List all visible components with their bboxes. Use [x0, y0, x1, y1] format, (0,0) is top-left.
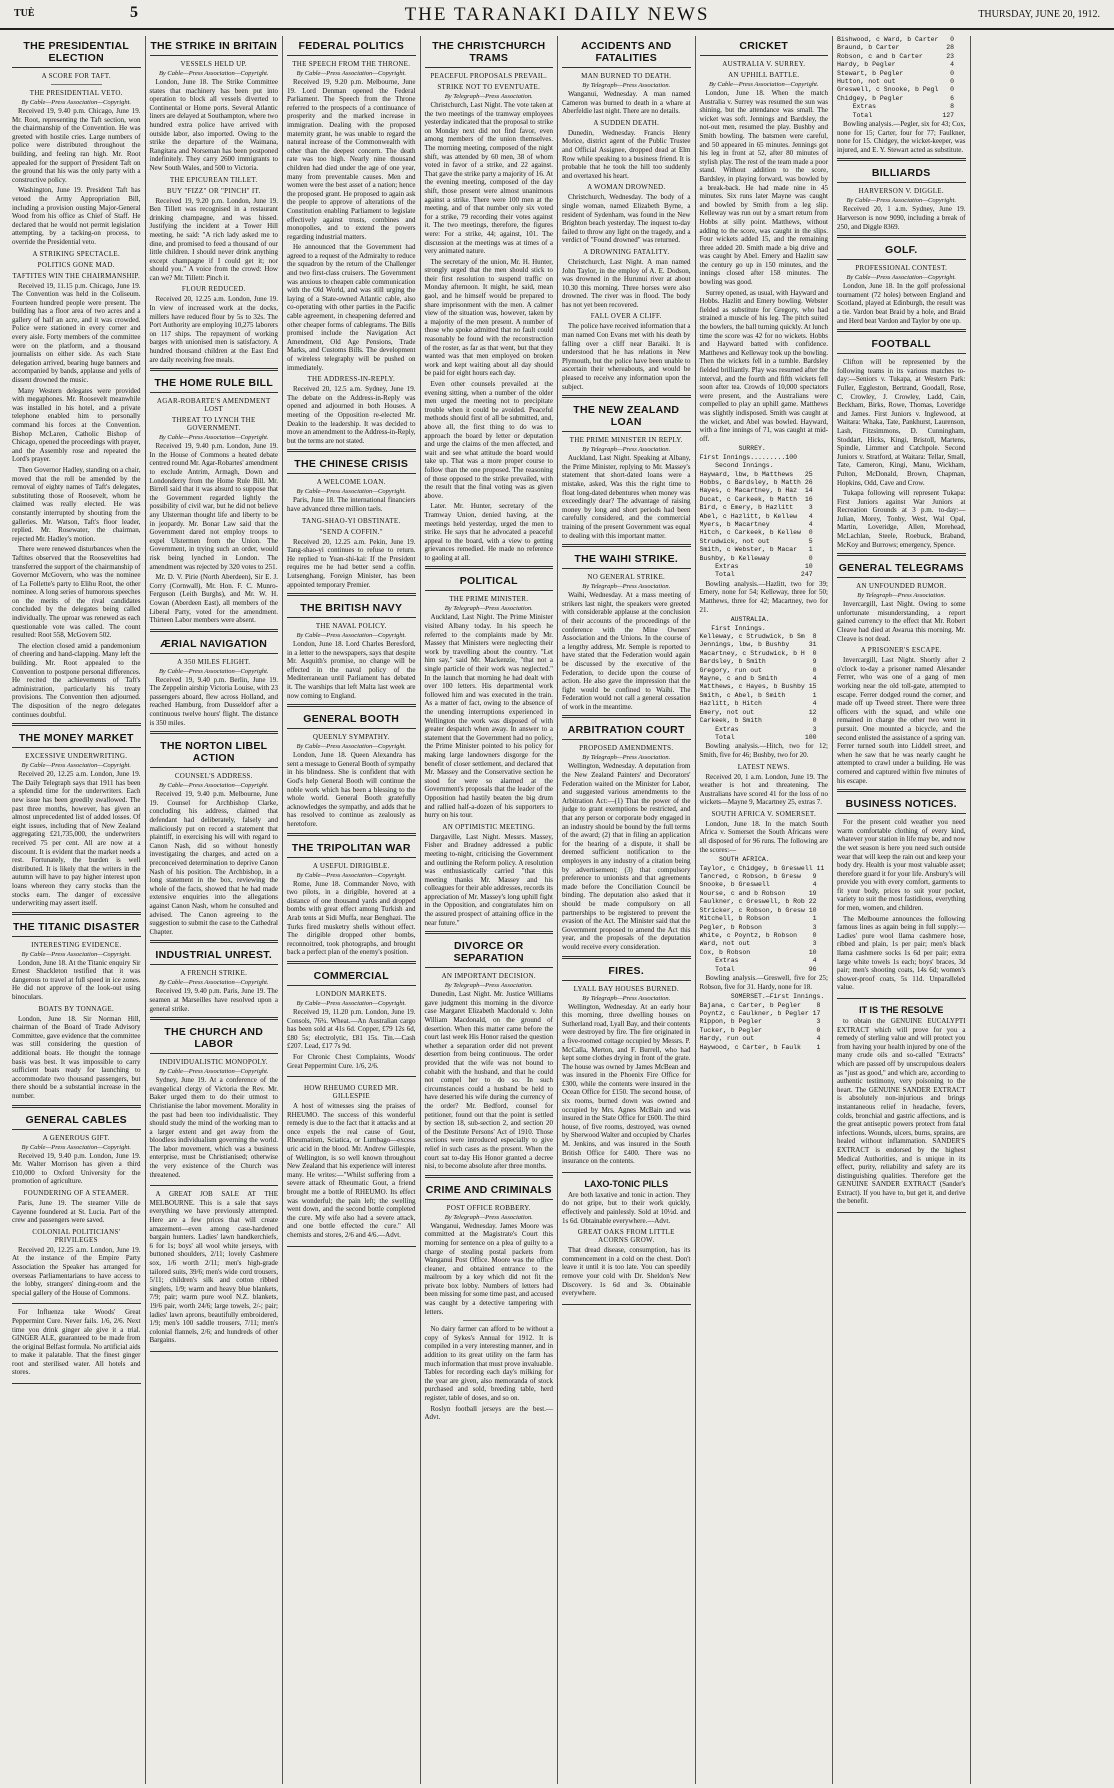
- headline: ACCIDENTS AND FATALITIES: [562, 38, 691, 68]
- article-text: The police have received information that a man named Con Evans met with his death by falling over a cliff near Baraiki. It is understood that he has relations in New Plymouth, but the police have been unable to ascertain their whereabouts, and would be pleased to receive any information upon the subject.: [562, 322, 691, 391]
- headline: THE HOME RULE BILL: [150, 375, 279, 393]
- article-text: Then Governor Hadley, standing on a chair, moved that the roll be amended by the removal of eighty names of Taft's delegates, substituting those of Roosevelt, whom he claimed was really elected. He was constantly interrupted by shouting from the galleries. Mr. Watson, Taft's floor leader, replied. Mr. Rosewater, the chairman, rejected Mr. Hadley's motion.: [12, 465, 141, 543]
- headline: THE NEW ZEALAND LOAN: [562, 402, 691, 432]
- subheading: A SCORE FOR TAFT.: [41, 72, 111, 80]
- article-text: Invercargill, Last Night. Owing to some unfortunate misunderstanding, a report gained currency to the effect that Mr. Robert Cleave had died at Awarua this morning. Mr. Cleave is not dead.: [837, 600, 966, 643]
- wire-credit: By Cable—Press Association—Copyright.: [158, 979, 269, 987]
- divider: [837, 553, 966, 556]
- divider: [12, 723, 141, 726]
- headline: THE CHRISTCHURCH TRAMS: [425, 38, 554, 68]
- article-text: Surrey opened, as usual, with Hayward and Hobbs. Hazlitt and Emery bowling. Webster fielded as substitute for Gregory, who had strained a muscle of his leg. The pitch suited the bowlers, the ball turning quickly. At lunch time the score was 42 for no wickets. Hobbs and Hayward batted with confidence. Matthews and Kelleway took up the bowling. Then the wickets fell in a tumble. Bardsley fielded brilliantly. Play was resumed after the interval, and the fourth and fifth wickets fell soon after tea. Crowds of 10,000 spectators were present, and the Australians were compelled to play an uphill game. Matthews was slightly indisposed. Smith was caught at the wicket, and Abel was bowled. Hayward, with a fine innings of 71, was caught at mid-off.: [699, 288, 828, 443]
- article-text: Rome, June 18. Commander Novo, with two pilots, in a dirigible, hovered at a distance of one thousand yards and dropped bombs with great effect among Turkish and Arab tents at Sidi Muffa, near Benghazi. The Turks fired musketry shells without effect. The dirigible dropped other bombs, reconnoitred, took photographs, and brought back a perfect plan of the enemy's position.: [287, 879, 416, 957]
- subheading: NO GENERAL STRIKE.: [587, 573, 666, 582]
- article-text: Dargaville, Last Night. Messrs. Massey, Fisher and Bradney addressed a public meeting to-night, criticising the Government and outlining the Reform policy. A resolution was enthusiastically carried "that this meeting thanks Mr. Massey and his colleagues for their able addresses, records its appreciation of Mr. Massey's long uphill fight in the Opposition, and congratulates him on the assured prospect of attaining office in the near future.": [424, 832, 553, 927]
- wire-credit: By Cable—Press Association—Copyright.: [158, 667, 269, 675]
- column-3: [283, 36, 421, 1784]
- page-number: 5: [130, 4, 138, 21]
- article-text: The election closed amid a pandemonium of cheering and hand-clapping. Many left the building. Mr. Root appealed to the Convention to postpone personal differences. He recited the achievements of Taft's administration, particularly his treaty provisions. The Convention then adjourned. The disposition of the negro delegates continues doubtful.: [12, 641, 141, 719]
- scorecard-somerset-continued: Bishwood, c Ward, b Carter 0 Braund, b Carter 28 Robson, c and b Carter 23 Hardy, b Pegler 4 Stewart, b Pegler 0 Hutton, not out 0 Greswell, c Snooke, b Pegl 0 Chidgey, b Pegler 6 Extras 8 Total 127: [837, 36, 955, 119]
- article-text: London, June 18. Sir Norman Hill, chairman of the Board of Trade Advisory Committee, gave evidence that the committee was still considering the question of additional boats. He thought the tonnage basis was best. It was impossible to carry sufficient boats ready for launching to accommodate two thousand passengers, but there should be a substantial increase in the number.: [12, 1014, 141, 1100]
- wire-credit: By Telegraph—Press Association.: [857, 592, 946, 600]
- article-text: London, June 18. When the match Australia v. Surrey was resumed the sun was shining, but the attendance was small. The wicket was soft. Jennings and Bardsley, the not-out men, resumed the play. Bushby and Smith bowling. The batsmen were careful, and 50 appeared in 65 minutes. Jennings got his leg in front at 52, after 80 minutes of stylish play. The rest of the team made a poor stand. Without addition to the score, Bardsley, in playing forward, was bowled by a break-back. He had made nine in 45 minutes. Six runs later Mayne was caught and bowled by Smith from a leg slip. Kelleway was run out by a smart return from Hobbs at silly point. Matthews, without adding to the score, was caught in the slips. Four wickets added 15, and the remaining three added 20. Smith made a big drive and was caught by Abel. Emery and Hazlitt saw the century go up in 150 minutes, and the innings closed after 158 minutes. The bowling was good.: [699, 89, 828, 287]
- advertisement-text: to obtain the GENUINE EUCALYPTI EXTRACT which will prove for you a remedy of sterling value and will protect you from having your health injured by one of the many crude oils and so-called "Extracts" which are passed off by unscrupulous dealers as "just as good," and which are, according to authentic testimony, very poisoning to the heart. The GENUINE SANDER EXTRACT is absolutely non-injurious and brings instantaneous relief in headache, fevers, colds, bronchial and gastric affections, and is the great antiseptic powers protect from fatal infections. Wounds, ulcers, burns, sprains, are healed without inflammation. SANDER'S EXTRACT is endorsed by the highest Medical Authorities, and is unique in its effect, purity, reliability and safety are its distinguishing qualities. Therefore get the GENUINE SANDER EXTRACT (Sander's Extract). If you have to, but get it, and derive the benefit.: [837, 1017, 966, 1206]
- subheading: A WOMAN DROWNED.: [587, 183, 666, 192]
- advertisement-text: The Melbourne announces the following famous lines as again being in full supply:—Ladies' pure wool llama cashmere hose, ribbed and plain, 1s per pair; men's black llama cashmere socks 1s 6d per pair; extra large white towels 1s each; boys' braces, 3d pair; men's shooting coats, 14s 6d; women's shower-proof coats, 5s 11d. Unparalleled value.: [837, 914, 966, 992]
- divider: [425, 566, 554, 569]
- wire-credit: By Cable—Press Association—Copyright.: [21, 950, 132, 958]
- scorecard-somerset: SOMERSET.—First Innings. Bajana, c Carter, b Pegler 8 Poyntz, c Faulkner, b Pegler 17 Rippon, b Pegler 3 Tucker, b Pegler 0 Hardy, run out 4 Haywood, c Carter, b Faulk 1: [699, 993, 825, 1051]
- article-text: London, June 18. Queen Alexandra has sent a message to General Booth of sympathy in his blindness. She is confident that with God's help General Booth will continue the noble work which has been a blessing to the whole world. General Booth gratefully acknowledges the sympathy, and adds that he has resolved to continue as zealously as heretofore.: [287, 751, 416, 828]
- headline: ARBITRATION COURT: [562, 722, 691, 740]
- article-text: Even other counsels prevailed at the evening sitting, when a number of the older men urged the meeting not to precipitate trouble when it could be avoided. Peaceful methods should first of all be submitted, and, above all, the first thing to do was to approach the board by letter or deputation and urge the claims of the men affected, and wait and see what attitude the board would take up. That was a more proper course to follow than the one proposed. The reasoning of those opposed to the strike prevailed, with the result that the final voting was as given above.: [424, 380, 553, 500]
- wire-credit: By Cable—Press Association—Copyright.: [21, 99, 132, 106]
- wire-credit: By Telegraph—Press Association.: [444, 982, 533, 990]
- divider: [150, 1017, 279, 1020]
- subheading: FOUNDERING OF A STEAMER.: [23, 1188, 130, 1197]
- subheading: COUNSEL'S ADDRESS.: [174, 772, 253, 781]
- article-text: London, June 18. In the golf professional tournament (72 holes) between England and Scotland, played at Edinburgh, the result was a tie. Vardon beat Braid by a hole, and Braid and Herd beat Vardon and Taylor by one up.: [837, 282, 966, 325]
- advertisement-text: For the present cold weather you need warm comfortable clothing of every kind, whatever your station in life may be, and now the wet season is here you need such outside wear that will keep the rain out and keep your body dry. Health is your most valuable asset; therefore guard it for your life. Ansbury's will provide you with every comfort, garments to fit your body, prices to suit your pocket, variety to suit the most fastidious, everything for men, women, and children.: [837, 818, 966, 913]
- subheading: LONDON MARKETS.: [315, 989, 387, 998]
- headline: DIVORCE OR SEPARATION: [425, 938, 554, 968]
- wire-credit: By Telegraph—Press Association.: [444, 605, 533, 613]
- article-text: Received 19, 11.15 p.m. Chicago, June 19. The Convention was held in the Coliseum. Fourteen hundred people were present. The building has a floor area of two acres and a gallery of half an acre, and it was crowded. Police were stationed in every corner and every aisle. Forty members of the committee were on the platform, and a thousand journalists on either side. As each State delegation arrived, bearing huge banners and accompanied by bands, applause and yells of dissent drowned the music.: [12, 281, 141, 385]
- bowling-analysis: Bowling analysis.—Greswell, five for 25; Robson, five for 31. Hardy, none for 18.: [699, 973, 828, 991]
- wire-credit: By Telegraph—Press Association.: [582, 754, 671, 762]
- article-text: Waihi, Wednesday. At a mass meeting of strikers last night, the speakers were greeted with considerable applause at the conclusion of their accounts of the proceedings of the conference with the Mine Owners' Association and the Unions. In the course of a lengthy address, Mr. Semple is reported to have stated that the Federation would again be discussed by the executive of the Federation, to decide upon the course of action. He also gave the impression that the fight would be confined to Waihi. The Federation would not call a general cessation of work in the meantime.: [562, 591, 691, 711]
- article-text: Invercargill, Last Night. Shortly after 2 o'clock to-day a prisoner named Alexander Ferrer, who was one of a gang of men working near the old toll-gate, attempted to escape. Ferrer dodged round the corner, and made off up Tweed street. There were three officers with the squad, and while one remained in charge the other two went in pursuit. One mounted a bicycle, and the second enlisted the assistance of a spring van. Ferrer turned south into Liddell street, and when he saw that he was nearly caught he attempted to crawl under a building. He was cornered and captured within five minutes of his escape.: [837, 656, 966, 785]
- article-text: There were renewed disturbances when the Taftites observed that the Rooseveltites had transferred the support of the chairmanship of Governor McGovern, who was the nominee of La Follette's party to Elihu Root, the other nominee. A long series of humorous speeches on the merits of the rival candidates concluded by the delegates being called individually. The uproar was renewed as each questionable vote was called. The count resulted: Root 558, McGovern 502.: [12, 545, 141, 640]
- advertisement: [287, 1076, 416, 1247]
- subheading: INDIVIDUALISTIC MONOPOLY.: [159, 1058, 268, 1067]
- article-text: He announced that the Government had agreed to a request of the Admiralty to reduce the squadron by the return of the Challenger and two first-class cruisers. The Government was anxious to cheapen cable communication with the Old World, and was still urging the laying of a State-owned Atlantic cable, also co-operating with other parties in the Pacific cable agreement, in cheapening deferred and other cheaper forms of cablegrams. The Bills promised include the Navigation Act Amendment, Old Age Pensions, Trade Marks, and Customs Bills. The development of wireless telegraphy will be pushed on immediately.: [287, 243, 416, 372]
- divider: [463, 1320, 514, 1321]
- subheading: THE PRIME MINISTER IN REPLY.: [569, 436, 683, 445]
- divider: [287, 704, 416, 707]
- article-text: Received 20, 12.25 a.m. London, June 19. The Daily Telegraph says that 1911 has been a splendid time for the underwriters. Each new issue has been greedily swallowed. The past three months, however, has given an almost unprecedented list of added losses. Of eight issues, including that of New Zealand aggregating £21,735,000, the underwriters received 75 per cent. All are now at a discount. It is evident that the market needs a rest. Fortunately, the burden is well distributed. It is likely that the writers in the autumn will have to pay higher interest upon loans whereon they carry stocks than the stocks earn. The danger of excessive underwriting may assert itself.: [12, 770, 141, 908]
- headline: THE PRESIDENTIAL ELECTION: [12, 38, 141, 68]
- masthead: [0, 0, 1114, 30]
- article-text: Received 19, 9.40 p.m. Chicago, June 19. Mr. Root, representing the Taft section, won the chairmanship of the Convention. He was greeted with hostile cries. Large numbers of police were distributed throughout the building, and feeling ran high. Mr. Root appealed for the support of President Taft on the ground that his was the only party with a constructive policy.: [12, 107, 141, 184]
- article-text: Received 20, 12.25 a.m. London, June 19. At the instance of the Empire Party Association the Speaker has arranged for overseas Parliamentarians to have access to the lobby, strangers' dining-room and the special gallery of the House of Commons.: [12, 1245, 141, 1297]
- advertisement-text: A host of witnesses sing the praises of RHEUMO. The success of this wonderful remedy is due to the fact that it attacks and at once expels the real cause of Gout, Rheumatism, Sciatica, or Lumbago—excess uric acid in the blood. Mr. Andrew Gillespie, of Wellington, is so well known throughout New Zealand that his experience will interest many. He writes:—"Whilst suffering from a severe attack of Rheumatic Gout, a friend brought me a bottle of RHEUMO. Its effect was wonderful; the pain left; the swelling went down, and the second bottle completed the cure. My wife also had a severe attack, and one bottle effected the cure." All chemists and stores, 2/6 and 4/6.—Advt.: [287, 1102, 416, 1239]
- article-text: Received 19, 9.20 p.m. London, June 19. Ben Tillett was recognised in a restaurant drinking champagne, and was hissed. Justifying the incident at a Tower Hill meeting, he said: "A rich lady asked me to dine, and promised to feed a thousand of our little children. I should never drink anything except champagne if I could get it; nor should you." A voice from the crowd: How can we? Mr. Tillett: Pinch it.: [149, 196, 278, 282]
- subheading: INTERESTING EVIDENCE.: [31, 940, 122, 949]
- divider: [562, 395, 691, 398]
- newspaper-title: THE TARANAKI DAILY NEWS: [404, 4, 710, 25]
- subheading: BUY "FIZZ" OR "PINCH" IT.: [166, 186, 261, 195]
- wire-credit: By Cable—Press Association—Copyright.: [158, 1068, 269, 1076]
- subheading: VESSELS HELD UP.: [180, 60, 247, 68]
- article-text: London, June 18. The Strike Committee states that machinery has been put into operation to block all vessels diverted to Continental or Home ports. Several Atlantic liners are delayed at Southampton, where two hundred extra police have arrived with outside labor, also imported. Owing to the strike the departure of the Waimana, Rangitara and Norseman has been postponed indefinitely. They carry 2600 immigrants to New South Wales, and 500 to Victoria.: [149, 78, 278, 172]
- page-columns: [8, 36, 1108, 1784]
- divider: [562, 544, 691, 547]
- divider: [425, 1175, 554, 1178]
- column-7: [833, 36, 971, 1784]
- divider: [837, 789, 966, 792]
- headline: FEDERAL POLITICS: [287, 38, 416, 56]
- divider: [150, 368, 279, 371]
- article-text: London, June 18. In the match South Africa v. Somerset the South Africans were all disposed of for 96 runs. The following are the scores:—: [699, 819, 828, 854]
- headline: BILLIARDS: [837, 165, 966, 183]
- article-text: London, June 18. Lord Charles Beresford, in a letter to the newspapers, says that despite Mr. Asquith's promise, no change will be effected in the naval policy of the Mediterranean until Parliament has debated it. The warships that left Malta last week are now coming to England.: [287, 640, 416, 700]
- article-text: Received 19, 9.20 p.m. Melbourne, June 19. Lord Denman opened the Federal Parliament. The Speech from the Throne referred to the prospects of a continuance of prosperity and the marked increase in immigration. Dealing with the proposed maternity grant, he was unable to regard the natural increase of the Commonwealth with other than the deepest concern. The death rate was too high. Nearly nine thousand children had died under the age of one year, many from preventable causes. Men and women were the best asset of a nation; hence the proposed grant. He proposed to again ask the people to approve of alterations of the Constitution enabling Parliament to legislate effectively against trusts, combines and monopolies, and to extend the powers regarding industrial matters.: [287, 78, 416, 241]
- article-text: Christchurch, Last Night. The vote taken at the two meetings of the tramway employees yesterday indicated that the proposal to strike on Monday next did not find favor, even among members of the union themselves. The morning meeting, composed of the night shift, was attended by 60 men, 38 of whom voted in favor of a strike, and 22 against. That gave the strike party a majority of 16. At the evening meeting, composed of the day shift, those present were almost unanimous against a strike. There were 100 men at the meeting, and of that number only six voted for a strike, 79 recording their votes against it. The two meetings, therefore, the figures were: For a strike, 44; against, 101. The discussion at the meetings was at times of a very animated nature.: [424, 101, 553, 256]
- column-1: [8, 36, 146, 1784]
- subheading: LATEST NEWS.: [737, 762, 790, 771]
- article-text: Received 20, 12.5 a.m. Sydney, June 19. The debate on the Address-in-Reply was opened and adjourned in both Houses. A meeting of the Opposition re-elected Mr. Deakin to the leadership. It was decided to move an amendment to the Address-in-Reply, but the terms are not stated.: [287, 385, 416, 445]
- wire-credit: By Cable—Press Association—Copyright.: [158, 782, 269, 790]
- article-text: Received 19, 9.40 p.m. London, June 19. Mr. Walter Morrison has given a third £10,000 to Oxford University for the promotion of agriculture.: [12, 1151, 141, 1186]
- bowling-analysis: Bowling analysis.—Hitch, two for 12; Smith, five for 46; Bushby, two for 20.: [699, 742, 828, 759]
- headline: GOLF.: [837, 242, 966, 260]
- subheading: EXCESSIVE UNDERWRITING.: [25, 752, 128, 761]
- wire-credit: By Cable—Press Association—Copyright.: [158, 434, 269, 442]
- subheading: AN UNFOUNDED RUMOR.: [856, 582, 947, 591]
- subheading: A SUDDEN DEATH.: [593, 118, 660, 127]
- subheading: A WELCOME LOAN.: [316, 478, 386, 487]
- article-text: Christchurch, Wednesday. The body of a single woman, named Elizabeth Byrne, a resident of Sydenham, was found in the New Brighton beach yesterday. The inquest to-day failed to throw any light on the tragedy, and a verdict of "Found drowned" was returned.: [562, 193, 691, 245]
- article-text: Wellington, Wednesday. At an early hour this morning, three dwelling houses on Sutherland road, Lyall Bay, and their contents were destroyed by fire. The fire originated in a five-roomed cottage occupied by Messrs. P. McCalla, Merton, and F. Burrell, who had kept some clothes drying in front of the grate. The house was owned by James McBean and was insured in the Phoenix Fire Office for £300, while the contents were insured in the Ocean Office for £150. The second house, of six rooms, burned down was owned and occupied by Mrs. Agnes McBain and was insured in the State Office for £600. The third house, of five rooms, destroyed, was owned by Sherwood Walter and occupied by Charles M. Jenkins, and was insured in the South British Office for £400. There was no insurance on the contents.: [562, 1002, 691, 1166]
- headline: THE BRITISH NAVY: [287, 600, 416, 618]
- advertisement: [150, 1185, 279, 1352]
- advertisement: [562, 1172, 691, 1305]
- column-4: [421, 36, 559, 1784]
- article-text: London, June 18. At the Titanic enquiry Sir Ernest Shackleton testified that it was dangerous to travel at full speed in ice zones. He did not approve of the look-out using binoculars.: [12, 958, 141, 1002]
- advertisement: [12, 1303, 141, 1384]
- divider: [425, 931, 554, 934]
- wire-credit: By Cable—Press Association—Copyright.: [296, 632, 407, 640]
- subheading: TAFTITES WIN THE CHAIRMANSHIP.: [12, 271, 141, 280]
- article-text: Wanganui, Wednesday. James Moore was committed at the Magistrate's Court this morning for sentence on a plea of guilty to a charge of stealing postal packets from Wanganui Post Office. Moore was the office cleaner, and obtained entrance to the mailroom by a key which did not fit the private box lobby. Numbers of letters had been missing for some time past, and accused was caught by a detective tampering with letters.: [424, 1221, 553, 1316]
- subheading: PROFESSIONAL CONTEST.: [855, 264, 948, 273]
- divider: [837, 158, 966, 161]
- article-text: Wellington, Wednesday. A deputation from the New Zealand Painters' and Decorators' Federation waited on the Minister for Labor, and suggested various amendments to the Arbitration Act:—(1) That the power of the judge to grant exemptions be restricted, and that any person or corporate body engaged in an industry should be bound by the full terms of the award; (2) that in filing an application for the hearing of a dispute, it shall be deemed sufficient notification to the employers in any industry of a citation being by advertisement; (3) that compulsory preference to unionists and that agreements made before the Conciliation Council be binding. The deputation also asked that it should be made compulsory on all partnerships to be registered to prevent the evasion of the Act. The Minister said that the Government proposed to amend the Act this year, and the proposals of the deputation would receive every consideration.: [562, 762, 691, 951]
- article-text: Mr. D. V. Pirie (North Aberdeen), Sir E. J. Corry (Cornwall), Mr. Hon. F. C. Munro-Ferguson (Leith Burghs), and Mr. W. H. Cowan (Aberdeen East), all members of the Liberal Party, voted for the amendment. Thirteen Labor members were absent.: [149, 573, 278, 625]
- subheading: PROPOSED AMENDMENTS.: [579, 744, 674, 753]
- wire-credit: By Cable—Press Association—Copyright.: [296, 999, 407, 1007]
- subheading: THREAT TO LYNCH THE GOVERNMENT.: [171, 416, 256, 433]
- wire-credit: By Telegraph—Press Association.: [582, 446, 671, 454]
- subheading: PEACEFUL PROPOSALS PREVAIL.: [430, 72, 548, 80]
- headline: THE WAIHI STRIKE.: [562, 551, 691, 569]
- article-text: The secretary of the union, Mr. H. Hunter, strongly urged that the men should stick to their first resolution to suspend traffic on Monday afternoon. It might, he said, mean gaol, and he himself would be prepared to share imprisonment with the men. A calmer view of the situation was, however, taken by a majority of the men present. A number of those who spoke admitted that no fault could reasonably be found with the reconstruction of the roster, as far as that went, but that they wanted was that men employed on broken work and kept waiting about all day should be paid for eight hours each day.: [424, 257, 553, 378]
- divider: [150, 731, 279, 734]
- advertisement: [837, 998, 966, 1213]
- article-text: Wanganui, Wednesday. A man named Cameron was burned to death in a whare at Aberfeldie last night. There are no details.: [562, 90, 691, 116]
- article-text: Received 20, 12.25 a.m. Pekin, June 19. Tang-shao-yi continues to refuse to return. He replied to Yuan-shi-kai: If the President requires me he had better send a coffin. Lutsenghang, Foreign Minister, has been appointed temporary Premier.: [287, 537, 416, 589]
- headline: GENERAL CABLES: [12, 1112, 141, 1130]
- subheading: AGAR-ROBARTE'S AMENDMENT LOST: [156, 397, 271, 414]
- wire-credit: By Cable—Press Association—Copyright.: [158, 70, 269, 77]
- wire-credit: By Telegraph—Press Association.: [582, 583, 671, 591]
- scorecard-surrey: SURREY. First Innings.........100 Second Innings. Hayward, lbw, b Matthews 25 Hobbs, c Bardsley, b Matth 26 Hayes, c Macartney, b Haz 14 Ducat, c Carkeek, b Matth 16 Bird, c Emery, b Hazlitt 3 Abel, c Hazlitt, b Kellew 4 Myers, b Macartney 4 Hitch, c Carkeek, b Kellew 0 Strudwick, not out 5 Smith, c Webster, b Macar 1 Bushby, b Kelleway 0 Extras 10 Total 247: [699, 445, 813, 579]
- column-6: [696, 36, 834, 1784]
- subheading: HARVERSON V. DIGGLE.: [858, 187, 944, 196]
- subheading: LYALL BAY HOUSES BURNED.: [573, 984, 679, 993]
- divider: [837, 235, 966, 238]
- subheading: A DROWNING FATALITY.: [583, 247, 670, 256]
- wire-credit: By Cable—Press Association—Copyright.: [21, 762, 132, 770]
- subheading: A STRIKING SPECTACLE.: [32, 249, 121, 258]
- article-text: Sydney, June 19. At a conference of the evangelical clergy of Victoria the Rev. Mr. Baker urged them to do their utmost to Christianise the labor movement. Morality in the past had been too individualistic. They should study the mind of the working man to a larger extent and get away from the bloodless individualism governing the world. The labor movement, which was a business enterprise, must be Christianised; otherwise the very existence of the Church was threatened.: [149, 1076, 278, 1179]
- article-text: Tukapa following will represent Tukapa: First Juniors against War Juniors at Recreation Grounds at 3 p.m. to-day:—Julian, Morey, Tonby, West, Wal Opal, Martin, Loveridge, Allen, Morehead, McLachlan, Steele, Roebuck, Braband, McKoy and Burrows; emergency, Spence.: [837, 489, 966, 549]
- subheading: THE ADDRESS-IN-REPLY.: [307, 375, 396, 384]
- subheading: A PRISONER'S ESCAPE.: [860, 646, 942, 655]
- wire-credit: By Cable—Press Association—Copyright.: [708, 81, 819, 88]
- article-text: Washington, June 19. President Taft has vetoed the Army Appropriation Bill, including a provision ousting Major-General Wood from his office as Chief of Staff. He declared that he would not permit legislation attempting, by a tacking-on process, to override the Presidential veto.: [12, 186, 141, 246]
- wire-credit: By Telegraph—Press Association.: [582, 994, 671, 1002]
- divider: [150, 629, 279, 632]
- subheading: COLONIAL POLITICIANS' PRIVILEGES: [32, 1227, 121, 1244]
- advertisement-heading: LAXO-TONIC PILLS: [584, 1178, 669, 1189]
- subheading: SOUTH AFRICA V. SOMERSET.: [711, 809, 817, 818]
- scorecard-australia: AUSTRALIA. First Innings. Kelleway, c Strudwick, b Sm 8 Jennings, lbw, b Bushby 31 Macartney, c Strudwick, b H 0 Bardsley, b Smith 9 Gregory, run out 0 Mayne, c and b Smith 4 Matthews, c Hayes, b Bushby 15 Smith, c Abel, b Smith 1 Hazlitt, b Hitch 4 Emery, not out 12 Carkeek, b Smith 0 Extras 3 Total 100: [699, 616, 817, 741]
- headline: THE MONEY MARKET: [12, 730, 141, 748]
- wire-credit: By Cable—Press Association—Copyright.: [846, 197, 957, 205]
- headline: POLITICAL: [425, 573, 554, 591]
- wire-credit: By Cable—Press Association—Copyright.: [21, 1143, 132, 1151]
- divider: [562, 956, 691, 959]
- article-text: Later. Mr. Hunter, secretary of the Tramway Union, denied having, at the meetings held yesterday, urged the men to strike. He says that he advocated a peaceful appeal to the board, with a view to getting grievances remedied. He made no reference to gaoling at all.: [424, 502, 553, 562]
- column-2: [146, 36, 284, 1784]
- headline: CRICKET: [700, 38, 829, 56]
- divider: [287, 961, 416, 964]
- wire-credit: By Telegraph—Press Association.: [582, 82, 671, 89]
- article-text: Dunedin, Last Night. Mr. Justice Williams gave judgment this morning in the divorce case Margaret Elizabeth Macdonald v. John William Macdonald, on the ground of desertion. When this matter came before the court last week His Honor raised the question whether a separation order did not prevent desertion from being continuous. The order provided that the wife was not bound to cohabit with the husband, and that he could not compel her to do so. In such circumstances could a husband be held to have deserted his wife during the currency of the order? Mr. Bedford, counsel for petitioner, found out that the point is settled by section 18, sub-section 2, and section 20 of the Destitute Persons' Act of 1910. Those sections were introduced especially to give relief in such cases as the present. When the court sat to-day His Honor granted a decree nisi, to become absolute after three months.: [424, 990, 553, 1171]
- article-text: Many Western delegates were provided with megaphones. Mr. Roosevelt meanwhile was installed in his hotel, and a private telephone enabled him to personally command his forces at the Convention. Bishop McLaren, Catholic Bishop of Chicago, opened the proceedings with prayer, and the Assembly rose and repeated the Lord's prayer.: [12, 386, 141, 464]
- subheading: POST OFFICE ROBBERY.: [446, 1203, 531, 1212]
- subheading: POLITICS GONE MAD.: [37, 260, 115, 269]
- advertisement-heading: HOW RHEUMO CURED MR. GILLESPIE: [303, 1084, 399, 1101]
- subheading: A 350 MILES FLIGHT.: [177, 657, 251, 666]
- article-text: Received 19, 9.40 p.m. Melbourne, June 19. Counsel for Archbishop Clarke, concluding his address, claimed that defendant had deliberately, falsely and maliciously put on record a statement that plaintiff, in exercising his will with regard to Canon Nash, did so without honestly investigating the charges, and acted on a preconceived determination to deprive Canon Nash of his position. The Archbishop, in a long statement in the box, reviewing the whole of the facts, showed that he had made extensive enquiries into the allegations against Canon Nash, whom he consulted and advised. The Canon agreeing to the suggestion to submit the case to the Cathedral Chapter.: [149, 790, 279, 936]
- subheading: A GENEROUS GIFT.: [42, 1133, 110, 1142]
- article-text: Received 20, 1 a.m. London, June 19. The weather is hot and threatening. The Australians have scored 41 for the loss of no wickets—Mayne 9, Macartney 25, extras 7.: [699, 772, 828, 807]
- headline: BUSINESS NOTICES.: [837, 796, 966, 814]
- masthead-mark: TUÈ: [14, 8, 35, 19]
- headline: THE TITANIC DISASTER: [12, 919, 141, 937]
- subheading: FLOUR REDUCED.: [181, 285, 246, 294]
- bowling-analysis: Bowling analysis.—Hazlitt, two for 39; Emery, none for 54; Kelleway, three for 50; Matthews, three for 42; Macartney, two for 21.: [699, 579, 828, 614]
- article-text: Received 20, 12.25 a.m. London, June 19. In view of increased work at the docks, millers have reduced flour by 5s to 32s. The Port Authority are employing 10,275 laborers on 117 ships. The repayment of working barges with unionised men is satisfactory. A hundred thousand children at the East End are daily receiving free meals.: [149, 295, 278, 364]
- wire-credit: By Telegraph—Press Association.: [444, 1213, 533, 1221]
- headline: GENERAL BOOTH: [287, 711, 416, 729]
- subheading: STRIKE NOT TO EVENTUATE.: [437, 83, 541, 91]
- headline: GENERAL TELEGRAMS: [837, 560, 966, 578]
- subheading: A FRENCH STRIKE.: [180, 969, 248, 978]
- wire-credit: By Cable—Press Association—Copyright.: [296, 743, 407, 751]
- subheading: TANG-SHAO-YI OBSTINATE.: [302, 516, 401, 525]
- subheading: A USEFUL DIRIGIBLE.: [312, 861, 390, 870]
- wire-credit: By Cable—Press Association—Copyright.: [296, 488, 407, 496]
- article-text: Received 19, 9.40 p.m. London, June 19. In the House of Commons a heated debate centred round Mr. Agar-Robartes' amendment to exclude Antrim, Armagh, Down and Londonderry from the Home Rule Bill. Mr. Birrell said that it was absurd to suppose that the Government regarded lightly the possibility of civil war, but he did not believe any Ulsterman thought life and liberty to be in jeopardy. Mr. Bonar Law said that the Government dared not employ troops to expel Ulstermen from the Union. The Government, in trying such an order, would risk being lynched in London. The amendment was rejected by 320 votes to 251.: [149, 442, 278, 571]
- article-text: Paris, June 18. The international financiers have advanced three million taels.: [287, 496, 416, 513]
- article-text: Received 19, 9.40 p.m. Paris, June 19. The seamen at Marseilles have resolved upon a general strike.: [149, 987, 278, 1013]
- subheading: FALL OVER A CLIFF.: [590, 312, 662, 321]
- wire-credit: By Telegraph—Press Association.: [444, 93, 533, 100]
- article-text: Dunedin, Wednesday. Francis Henry Morice, district agent of the Public Trustee and Official Assignee, dropped dead at Elm Row while speaking to a business friend. It is probable that he took the hill too suddenly and overtaxed his heart.: [562, 128, 691, 180]
- article-text: Auckland, Last Night. The Prime Minister visited Albany today. In his speech he referred to the complaints made by Mr. Massey that Ministers were neglecting their work by travelling about the country. "Let him say," said Mr. Mackenzie, "that not a single particle of their work was neglected." In the launch that morning he had dealt with over 100 letters. His departmental work followed him and was executed in the train. As a matter of fact, owing to the absence of the unending interruptions experienced in Wellington the work was disposed of with greater despatch when away. In answer to a statement that the Government had no policy, the Prime Minister pointed to his policy for making large landowners disgorge for the benefit of closer settlement, and declared that Mr. Massey and the Conservative section he stood for were so alarmed at the Government's proposals that the leader of the Opposition had hastily beaten the big drum and rallied half-a-dozen of his supporters to hurry on his tour.: [424, 613, 553, 820]
- headline: CRIME AND CRIMINALS: [425, 1182, 554, 1200]
- headline: ÆRIAL NAVIGATION: [150, 636, 279, 654]
- article-text: Clifton will be represented by the following teams in its various matches to-day:—Seniors v. Tukapa, at Western Park: Fuller, Eggleston, Bertrand, Goodall, Rose, C. Crowley, J. Crowley, Ladd, Cain, Beckham, Birks, Rowe, Thomas, Loveridge and James. First Juniors v. Inglewood, at Waitara: Whaka, Tate, Pankhurst, Laurenson, Lash, Fitzsimmons, D. Cunningham, Stoddart, Hicks, Kingi, Bristoll, Martens, Spindle, Limmer and Catchpole. Second Juniors v. Stratford, at Waitara: Tellar, Small, Tate, Cameron, Kingi, Manu, Wickham, Pulton, McDonald, Brown, Chapman, Hopkins, Odd, Cave and Crow.: [837, 358, 966, 487]
- subheading: MAN BURNED TO DEATH.: [581, 72, 672, 80]
- subheading: QUEENLY SYMPATHY.: [312, 733, 390, 742]
- subheading: "SEND A COFFIN.": [319, 527, 383, 536]
- divider: [837, 329, 966, 332]
- article-text: Received 19, 11.20 p.m. London, June 19. Consols, 76¾. Wheat.—An Australian cargo has been sold at 41s 6d. Copper, £79 12s 6d, £80 5s; electrolytic, £81 15s. Tin.—Cash £207. Lead, £17 7s 9d.: [287, 1007, 416, 1051]
- bowling-analysis: Bowling analysis.—Pegler, six for 43; Cox, none for 15; Carter, four for 77; Faulkner, none for 15. Chidgey, the wicket-keeper, was injured, and E. Y. Stewart acted as substitute.: [837, 120, 966, 154]
- headline: THE CHURCH AND LABOR: [150, 1024, 279, 1054]
- headline: THE CHINESE CRISIS: [287, 456, 416, 474]
- wire-credit: By Cable—Press Association—Copyright.: [296, 70, 407, 77]
- divider: [287, 449, 416, 452]
- headline: FIRES.: [562, 963, 691, 981]
- issue-date: THURSDAY, JUNE 20, 1912.: [978, 9, 1100, 20]
- subheading: AN UPHILL BATTLE.: [728, 71, 800, 79]
- divider: [150, 940, 279, 943]
- headline: THE NORTON LIBEL ACTION: [150, 738, 279, 768]
- subheading: THE EPICUREAN TILLET.: [169, 175, 258, 184]
- advertisement-text: A GREAT JOB SALE AT THE MELBOURNE. This is a sale that says everything we have previously attempted. Here are a few prices that will create amazement—even among case-hardened bargain hunters. Ladies' lawn handkerchiefs, 6 for 1s; boys' all wool white jerseys, with buttoned shoulders, 2/11; lovely Cashmere sox, 1/6 worth 2/11; men's high-grade tailored suits, 39/6; men's wide cord trousers, 5/11; children's silk and cotton ribbed singlets, 1/9; warm and heavy blue blankets, 7/9; pair; warm pure wool N.Z. blankets, 19/6 pair, worth 24/6; large towels, 2/-; pair; ladies' lawn aprons, beautifully embroidered, 1/9; men's 100 saddle trousers, 7/11; men's colonial flannels, 2/6; and hundreds of other Bargains.: [149, 1190, 278, 1345]
- scorecard-south-africa: SOUTH AFRICA. Taylor, c Chidgey, b Greswell 11 Tancred, c Robson, b Gresw 9 Snooke, b Greswell 4 Nourse, c and b Robson 19 Faulkner, c Greswell, b Rob 22 Stricker, c Robson, b Gresw 10 Mitchell, b Robson 1 Pegler, b Robson 3 White, c Poyntz, b Robson 0 Ward, not out 3 Cox, b Robson 10 Extras 4 Total 96: [699, 856, 825, 973]
- article-text: Paris, June 19. The steamer Ville de Cayenne foundered at St. Lucia. Part of the crew and passengers were saved.: [12, 1198, 141, 1225]
- subheading: AN OPTIMISTIC MEETING.: [442, 822, 536, 831]
- wire-credit: By Cable—Press Association—Copyright.: [296, 871, 407, 879]
- headline: THE STRIKE IN BRITAIN: [150, 38, 279, 56]
- article-text: Received 20, 1 a.m. Sydney, June 19. Harverson is now 9090, including a break of 250, and Diggle 8369.: [837, 205, 966, 231]
- subheading: THE PRIME MINISTER.: [449, 595, 529, 604]
- subheading: THE SPEECH FROM THE THRONE.: [292, 60, 411, 68]
- headline: INDUSTRIAL UNREST.: [150, 947, 279, 965]
- divider: [51, 84, 102, 85]
- headline: FOOTBALL: [837, 336, 966, 354]
- advertisement-text: Roslyn football jerseys are the best.—Advt.: [424, 1404, 553, 1422]
- headline: THE TRIPOLITAN WAR: [287, 840, 416, 858]
- advertisement-text: No dairy farmer can afford to be without a copy of Sykes's Annual for 1912. It is compiled in a very interesting manner, and in addition to its great utility on the farm has much information that must prove invaluable. Tables for recording each day's milking for the year are given, also memoranda of stock purchased and sold, breeding table, herd register, table of doses, and so on.: [424, 1325, 553, 1402]
- advertisement-text: For Chronic Chest Complaints, Woods' Great Peppermint Cure. 1/6, 2/6.: [287, 1052, 416, 1070]
- subheading: THE PRESIDENTIAL VETO.: [29, 89, 123, 97]
- divider: [12, 912, 141, 915]
- subheading: BOATS BY TONNAGE.: [38, 1004, 115, 1013]
- advertisement-text: That dread disease, consumption, has its commencement in a cold on the chest. Don't leave it until it is too late. You can speedily remove your cold with Dr. Sheldon's New Discovery. 1s 6d and 3s. Obtainable everywhere.: [562, 1246, 691, 1298]
- advertisement-heading: IT IS THE RESOLVE: [859, 1005, 944, 1015]
- divider: [562, 715, 691, 718]
- divider: [287, 833, 416, 836]
- subheading: AN IMPORTANT DECISION.: [441, 972, 536, 981]
- advertisement-text: Are both laxative and tonic in action. They do not gripe, but to their work quickly, effectively and painlessly. Sold at 10½d. and 1s 6d. Obtainable everywhere.—Advt.: [562, 1190, 691, 1225]
- article-text: Auckland, Last Night. Speaking at Albany, the Prime Minister, replying to Mr. Massey's statement that short-dated loans were a mistake, asked, Was this the right time to float long-dated debentures when money was exceedingly dear? The advantage of raising money by long and short periods had been carefully considered, and the commercial training of the present Government was equal to dealing with this important matter.: [562, 454, 691, 540]
- divider: [12, 1105, 141, 1108]
- headline: COMMERCIAL: [287, 968, 416, 986]
- column-5: [558, 36, 696, 1784]
- advertisement-text: For Influenza take Woods' Great Peppermint Cure. Never fails. 1/6, 2/6. Next time you drink ginger ale give it a trial. GINGER ALE, guaranteed to be made from the original Belfast formula. No artificial aids to make it palatable. That the finest ginger root and sterilised water. All hotels and stores.: [12, 1308, 141, 1377]
- divider: [287, 593, 416, 596]
- subheading: AUSTRALIA V. SURREY.: [722, 60, 806, 68]
- subheading: THE NAVAL POLICY.: [315, 622, 387, 631]
- advertisement-heading: GREAT OAKS FROM LITTLE ACORNS GROW.: [577, 1228, 675, 1245]
- article-text: Received 19, 9.40 p.m. Berlin, June 19. The Zeppelin airship Victoria Louise, with 23 passengers aboard, flew across Holland, and reached Hamburg, from Dusseldorf after a continuous twelve hours' flight. The distance is 350 miles.: [149, 675, 278, 727]
- article-text: Christchurch, Last Night. A man named John Taylor, in the employ of A. E. Dodson, was drowned in the Hurunui river at about 10.30 this morning. Three horses were also drowned. The river was in flood. The body has not yet been recovered.: [562, 257, 691, 309]
- wire-credit: By Cable—Press Association—Copyright.: [846, 274, 957, 282]
